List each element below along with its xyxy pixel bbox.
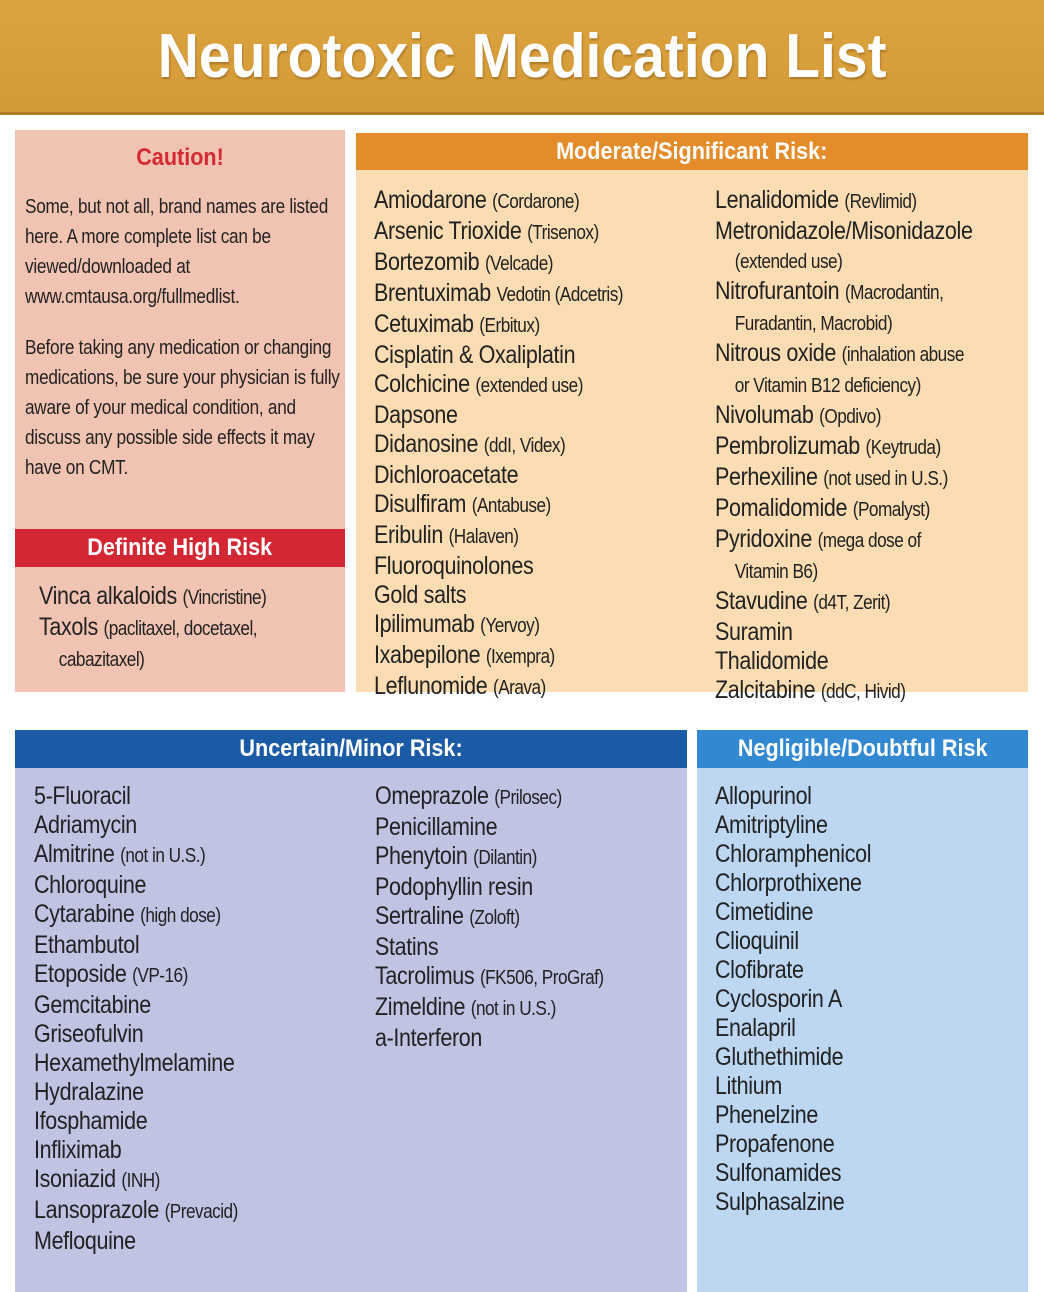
medication-name: Metronidazole/Misonidazole [715, 217, 973, 245]
medication-item [715, 277, 973, 308]
medication-name: Ipilimumab [374, 610, 475, 638]
medication-item [715, 927, 871, 956]
medication-brand: Vitamin B6) [734, 561, 818, 583]
medication-name: Colchicine [374, 370, 470, 398]
medication-item [715, 556, 973, 587]
medication-item [715, 1130, 871, 1159]
medication-item [374, 461, 623, 490]
caution-heading: Caution! [136, 144, 224, 171]
medication-name: Mefloquine [34, 1227, 136, 1255]
medication-name: Fluoroquinolones [374, 552, 534, 580]
definite-high-risk-list [39, 582, 349, 675]
medication-item [34, 840, 238, 871]
medication-brand: (Cordarone) [492, 191, 580, 213]
medication-name: Podophyllin resin [375, 873, 533, 901]
medication-item [374, 430, 623, 461]
medication-item [375, 993, 604, 1024]
medication-item [375, 873, 604, 902]
medication-item [715, 1014, 871, 1043]
medication-name: Brentuximab [374, 279, 491, 307]
medication-item [34, 811, 238, 840]
negligible-risk-header [697, 730, 1028, 768]
medication-name: Chlorprothixene [715, 869, 862, 897]
medication-name: Phenelzine [715, 1101, 818, 1129]
medication-name: Isoniazid [34, 1165, 116, 1193]
medication-name: Ifosphamide [34, 1107, 148, 1135]
medication-item [34, 1049, 238, 1078]
medication-item [34, 991, 238, 1020]
medication-name: Zalcitabine [715, 676, 816, 704]
medication-name: Eribulin [374, 521, 443, 549]
medication-brand: (VP-16) [132, 965, 188, 987]
medication-brand: (high dose) [140, 905, 221, 927]
medication-name: Ethambutol [34, 931, 140, 959]
medication-brand: (Arava) [492, 677, 546, 699]
medication-name: Chloramphenicol [715, 840, 872, 868]
medication-name: Adriamycin [34, 811, 137, 839]
medication-brand: (Vincristine) [182, 587, 267, 609]
medication-item [715, 1159, 871, 1188]
moderate-risk-list-col2 [715, 186, 1015, 707]
medication-item [374, 672, 623, 703]
medication-brand: (extended use) [475, 375, 583, 397]
medication-item [715, 869, 871, 898]
caution-panel [15, 130, 345, 692]
medication-name: Thalidomide [715, 647, 829, 675]
medication-item [374, 552, 623, 581]
medication-item [374, 490, 623, 521]
moderate-risk-heading: Moderate/Significant Risk: [556, 137, 828, 165]
medication-item [715, 432, 973, 463]
uncertain-risk-heading: Uncertain/Minor Risk: [239, 735, 463, 762]
medication-item [715, 676, 973, 707]
medication-brand: (Antabuse) [471, 495, 551, 517]
medication-name: Sertraline [375, 902, 464, 930]
medication-name: Nitrous oxide [715, 339, 837, 367]
medication-item [715, 1043, 871, 1072]
caution-paragraph-2: Before taking any medication or changing medications, be sure your physician is fully aware of your medical condition, and discuss any possible side effects it may have on CMT. [25, 337, 340, 479]
medication-name: a-Interferon [375, 1024, 483, 1052]
medication-item [715, 1072, 871, 1101]
medication-name: Griseofulvin [34, 1020, 144, 1048]
medication-item [375, 1024, 604, 1053]
medication-item [34, 1136, 238, 1165]
negligible-risk-list [715, 782, 897, 1217]
medication-brand: (Prilosec) [494, 787, 562, 809]
medication-brand: (not in U.S.) [470, 998, 556, 1020]
medication-item [715, 401, 973, 432]
medication-item [374, 310, 623, 341]
medication-name: Sulphasalzine [715, 1188, 845, 1216]
medication-brand: (ddI, Videx) [483, 435, 566, 457]
medication-name: Arsenic Trioxide [374, 217, 522, 245]
medication-name: Cytarabine [34, 900, 135, 928]
medication-brand: (Pomalyst) [852, 499, 930, 521]
medication-item [374, 610, 623, 641]
medication-name: Clofibrate [715, 956, 804, 984]
medication-name: Pyridoxine [715, 525, 812, 553]
medication-item [715, 525, 973, 556]
medication-item [715, 782, 871, 811]
medication-name: 5-Fluoracil [34, 782, 131, 810]
medication-name: Lithium [715, 1072, 782, 1100]
medication-brand: (FK506, ProGraf) [479, 967, 604, 989]
medication-brand: (d4T, Zerit) [813, 592, 891, 614]
medication-name: Amitriptyline [715, 811, 828, 839]
medication-name: Stavudine [715, 587, 808, 615]
medication-name: Sulfonamides [715, 1159, 842, 1187]
medication-item [715, 1188, 871, 1217]
medication-name: Ixabepilone [374, 641, 481, 669]
medication-name: Vinca alkaloids [39, 582, 177, 610]
medication-brand: (Velcade) [484, 253, 553, 275]
medication-item [375, 842, 604, 873]
medication-brand: or Vitamin B12 deficiency) [734, 375, 921, 397]
medication-item [715, 587, 973, 618]
medication-name: Pembrolizumab [715, 432, 860, 460]
medication-item [715, 985, 871, 1014]
medication-name: Almitrine [34, 840, 115, 868]
medication-brand: Vedotin (Adcetris) [496, 284, 624, 306]
medication-name: Zimeldine [375, 993, 466, 1021]
medication-item [715, 339, 973, 370]
medication-name: Suramin [715, 618, 793, 646]
medication-name: Gemcitabine [34, 991, 151, 1019]
medication-name: Disulfiram [374, 490, 467, 518]
uncertain-risk-list-col2 [375, 782, 641, 1053]
medication-item [375, 962, 604, 993]
medication-item [715, 217, 973, 246]
medication-name: Leflunomide [374, 672, 488, 700]
medication-item [715, 618, 973, 647]
medication-item [374, 370, 623, 401]
medication-brand: (Revlimid) [844, 191, 917, 213]
medication-item [715, 186, 973, 217]
medication-name: Statins [375, 933, 439, 961]
medication-name: Cetuximab [374, 310, 474, 338]
medication-name: Taxols [39, 613, 98, 641]
medication-item [715, 840, 871, 869]
medication-item [715, 308, 973, 339]
medication-item [34, 900, 238, 931]
medication-name: Amiodarone [374, 186, 487, 214]
medication-name: Perhexiline [715, 463, 818, 491]
medication-item [34, 960, 238, 991]
medication-item [375, 782, 604, 813]
medication-brand: (Halaven) [448, 526, 519, 548]
medication-name: Infliximab [34, 1136, 122, 1164]
medication-item [375, 933, 604, 962]
medication-name: Omeprazole [375, 782, 489, 810]
medication-item [374, 248, 623, 279]
medication-name: Pomalidomide [715, 494, 848, 522]
definite-high-risk-header [15, 529, 345, 567]
medication-item [715, 463, 973, 494]
medication-brand: (not in U.S.) [120, 845, 206, 867]
medication-name: Hydralazine [34, 1078, 144, 1106]
page-title: Neurotoxic Medication List [157, 21, 887, 91]
moderate-risk-header [356, 133, 1028, 170]
medication-item [374, 401, 623, 430]
medication-item [34, 871, 238, 900]
medication-brand: (Ixempra) [485, 646, 555, 668]
medication-item [374, 641, 623, 672]
medication-item [715, 1101, 871, 1130]
medication-brand: (paclitaxel, docetaxel, [103, 618, 258, 640]
medication-name: Gold salts [374, 581, 467, 609]
uncertain-risk-list-col1 [34, 782, 271, 1256]
medication-name: Dapsone [374, 401, 458, 429]
medication-name: Clioquinil [715, 927, 799, 955]
medication-item [34, 1196, 238, 1227]
medication-name: Nitrofurantoin [715, 277, 840, 305]
medication-brand: (Prevacid) [164, 1201, 238, 1223]
medication-name: Cisplatin & Oxaliplatin [374, 341, 576, 369]
medication-item [715, 494, 973, 525]
definite-high-risk-heading: Definite High Risk [87, 534, 273, 561]
moderate-risk-list-col1 [374, 186, 664, 703]
medication-name: Phenytoin [375, 842, 468, 870]
medication-item [374, 581, 623, 610]
medication-brand: cabazitaxel) [58, 649, 145, 671]
medication-brand: (Yervoy) [480, 615, 540, 637]
medication-item [39, 582, 306, 613]
medication-name: Nivolumab [715, 401, 814, 429]
medication-item [34, 1227, 238, 1256]
negligible-risk-heading: Negligible/Doubtful Risk [737, 735, 988, 762]
medication-item [715, 956, 871, 985]
medication-item [374, 186, 623, 217]
medication-item [34, 782, 238, 811]
medication-name: Lenalidomide [715, 186, 839, 214]
title-banner [0, 0, 1044, 115]
caution-paragraph-1: Some, but not all, brand names are listed here. A more complete list can be viewed/downloaded at www.cmtausa.org/fullmedlist. [25, 196, 329, 308]
medication-name: Propafenone [715, 1130, 835, 1158]
medication-item [39, 644, 306, 675]
medication-item [374, 341, 623, 370]
medication-item [374, 217, 623, 248]
medication-name: Hexamethylmelamine [34, 1049, 235, 1077]
medication-name: Cyclosporin A [715, 985, 842, 1013]
medication-item [715, 647, 973, 676]
medication-brand: (INH) [121, 1170, 160, 1192]
medication-item [34, 1165, 238, 1196]
medication-brand: (Keytruda) [865, 437, 941, 459]
medication-brand: (Erbitux) [479, 315, 540, 337]
medication-name: Allopurinol [715, 782, 812, 810]
medication-name: Lansoprazole [34, 1196, 159, 1224]
medication-item [34, 1078, 238, 1107]
uncertain-risk-panel [15, 730, 687, 1292]
medication-name: Enalapril [715, 1014, 796, 1042]
medication-item [374, 521, 623, 552]
medication-brand: (Trisenox) [527, 222, 599, 244]
medication-name: Etoposide [34, 960, 127, 988]
medication-brand: (Macrodantin, [844, 282, 944, 304]
medication-name: Chloroquine [34, 871, 147, 899]
medication-name: Cimetidine [715, 898, 814, 926]
medication-item [375, 902, 604, 933]
medication-brand: (Opdivo) [819, 406, 881, 428]
medication-item [34, 1020, 238, 1049]
medication-item [374, 279, 623, 310]
medication-name: Tacrolimus [375, 962, 475, 990]
medication-brand: (Dilantin) [473, 847, 537, 869]
medication-name: Didanosine [374, 430, 479, 458]
medication-brand: (inhalation abuse [841, 344, 964, 366]
medication-brand: (Zoloft) [469, 907, 520, 929]
medication-name: Dichloroacetate [374, 461, 519, 489]
medication-name: Gluthethimide [715, 1043, 844, 1071]
medication-name: Penicillamine [375, 813, 498, 841]
medication-item [715, 811, 871, 840]
medication-brand: (not used in U.S.) [823, 468, 948, 490]
title-divider [0, 112, 1044, 115]
medication-item [715, 370, 973, 401]
uncertain-risk-header [15, 730, 687, 768]
moderate-risk-panel [356, 133, 1028, 704]
medication-name: Bortezomib [374, 248, 480, 276]
medication-brand: Furadantin, Macrobid) [734, 313, 893, 335]
negligible-risk-panel [697, 730, 1028, 1292]
medication-item [34, 931, 238, 960]
medication-item [715, 898, 871, 927]
medication-brand: (ddC, Hivid) [820, 681, 906, 703]
medication-item [715, 246, 973, 277]
medication-brand: (extended use) [734, 251, 843, 273]
medication-item [375, 813, 604, 842]
medication-brand: (mega dose of [817, 530, 921, 552]
medication-item [39, 613, 306, 644]
medication-item [34, 1107, 238, 1136]
